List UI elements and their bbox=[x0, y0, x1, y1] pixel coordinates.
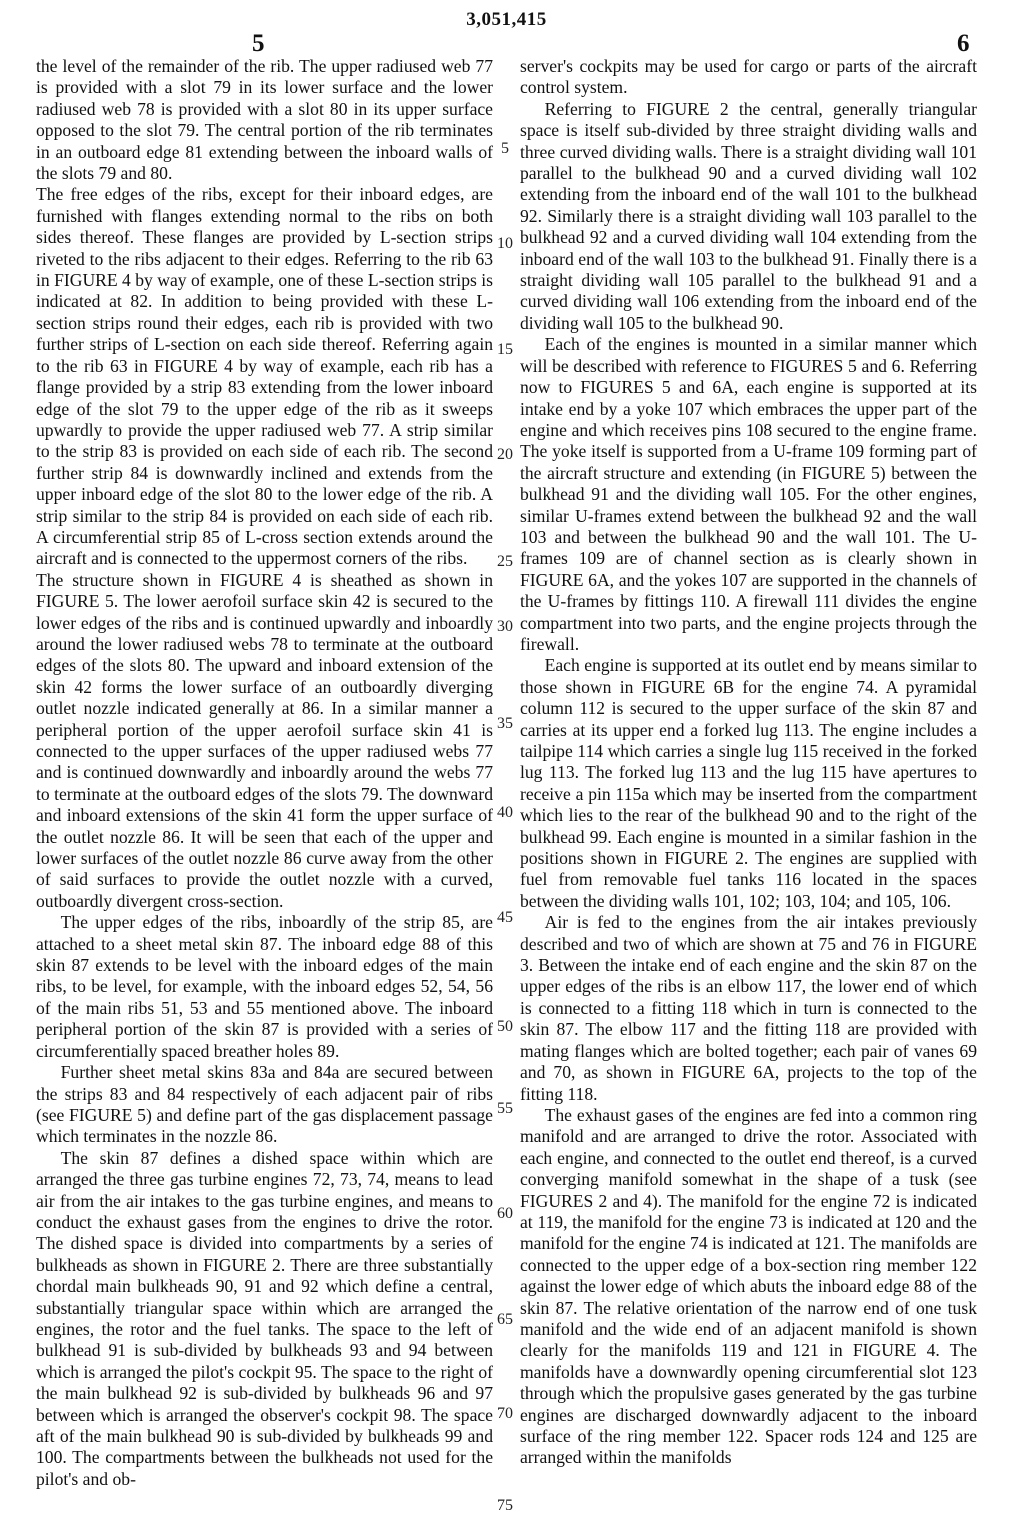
line-number: 70 bbox=[497, 1405, 513, 1422]
line-number: 75 bbox=[497, 1497, 513, 1514]
paragraph: Each engine is supported at its outlet end by means similar to those shown in FIGURE 6B for the engine 74. A pyramidal column 112 is secured to the upper surface of the skin 87 and carries at its upper end a forked lug 113. The engine includes a tailpipe 114 which carries a single lug 115 received in the forked lug 113. The forked lug 113 and the lug 115 have apertures to receive a pin 115a which may be inserted from the compartment which lies to the rear of the bulkhead 90 and to the right of the bulkhead 99. Each engine is mounted in a similar fashion in the positions shown in FIGURE 2. The engines are supplied with fuel from removable fuel tanks 116 located in the spaces between the dividing walls 101, 102; 103, 104; and 105, 106. bbox=[520, 655, 977, 911]
line-number: 40 bbox=[497, 804, 513, 821]
right-column bbox=[520, 56, 977, 1469]
paragraph: the level of the remainder of the rib. The upper radiused web 77 is provided with a slot 79 in its lower surface and the lower radiused web 78 is provided with a slot 80 in its upper surface opposed to the slot 79. The central portion of the rib terminates in an outboard edge 81 extending between the inboard walls of the slots 79 and 80. bbox=[36, 56, 493, 184]
line-number: 55 bbox=[497, 1100, 513, 1117]
paragraph: Each of the engines is mounted in a similar manner which will be described with reference to FIGURES 5 and 6. Referring now to FIGURES 5 and 6A, each engine is supported at its intake end by a yoke 107 which embraces the upper part of the engine and which receives pins 108 secured to the engine frame. The yoke itself is supported from a U-frame 109 forming part of the aircraft structure and extending (in FIGURE 5) between the bulkhead 91 and the dividing wall 105. For the other engines, similar U-frames extend between the bulkhead 92 and the wall 103 and between the bulkhead 90 and the wall 101. The U-frames 109 are of channel section as is clearly shown in FIGURE 6A, and the yokes 107 are supported in the channels of the U-frames by fittings 110. A firewall 111 divides the engine compartment into two parts, and the engine projects through the firewall. bbox=[520, 334, 977, 654]
paragraph: Referring to FIGURE 2 the central, generally triangular space is itself sub-divided by three straight dividing walls and three curved dividing walls. There is a straight dividing wall 101 parallel to the bulkhead 90 and a curved dividing wall 102 extending from the inboard end of the wall 101 to the bulkhead 92. Similarly there is a straight dividing wall 103 parallel to the bulkhead 92 and a curved dividing wall 104 extending from the inboard end of the wall 103 to the bulkhead 91. Finally there is a straight dividing wall 105 parallel to the bulkhead 91 and a curved dividing wall 106 extending from the inboard end of the dividing wall 105 to the bulkhead 90. bbox=[520, 98, 977, 333]
line-number: 20 bbox=[497, 446, 513, 463]
paragraph: The structure shown in FIGURE 4 is sheathed as shown in FIGURE 5. The lower aerofoil surface skin 42 is secured to the lower edges of the ribs and is continued upwardly and inboardly around the lower radiused webs 78 to terminate at the outboard edges of the slots 80. The upward and inboard extension of the skin 42 forms the lower surface of an outboardly diverging outlet nozzle indicated generally at 86. In a similar manner a peripheral portion of the upper aerofoil surface skin 41 is connected to the upper surfaces of the upper radiused webs 77 and is continued downwardly and inboardly around the webs 77 to terminate at the outboard edges of the slots 79. The downward and inboard extensions of the skin 41 form the upper surface of the outlet nozzle 86. It will be seen that each of the upper and lower surfaces of the outlet nozzle 86 curve away from the other of said surfaces to provide the outlet nozzle with a curved, outboardly divergent cross-section. bbox=[36, 569, 493, 911]
line-number: 35 bbox=[497, 715, 513, 732]
line-number: 15 bbox=[497, 341, 513, 358]
line-number: 65 bbox=[497, 1311, 513, 1328]
line-number: 60 bbox=[497, 1205, 513, 1222]
paragraph: Air is fed to the engines from the air intakes previously described and two of which are shown at 75 and 76 in FIGURE 3. Between the intake end of each engine and the skin 87 on the upper edges of the ribs is an elbow 117, the lower end of which is connected to a fitting 118 which in turn is connected to the skin 87. The elbow 117 and the fitting 118 are provided with mating flanges which are bolted together; each pair of vanes 69 and 70, as shown in FIGURE 6A, projects to the top of the fitting 118. bbox=[520, 912, 977, 1104]
paragraph: The upper edges of the ribs, inboardly of the strip 85, are attached to a sheet metal skin 87. The inboard edge 88 of this skin 87 extends to be level with the inboard edges of the main ribs, to be level, for example, with the inboard edges 52, 54, 56 of the main ribs 51, 53 and 55 mentioned above. The inboard peripheral portion of the skin 87 is provided with a series of circumferentially spaced breather holes 89. bbox=[36, 912, 493, 1061]
patent-number: 3,051,415 bbox=[466, 9, 547, 30]
paragraph: The free edges of the ribs, except for their inboard edges, are furnished with flanges extending normal to the ribs on both sides thereof. These flanges are provided by L-section strips riveted to the ribs adjacent to their edges. Referring to the rib 63 in FIGURE 4 by way of example, one of these L-section strips is indicated at 82. In addition to being provided with these L-section strips round their edges, each rib is provided with two further strips of L-section on each side thereof. Referring again to the rib 63 in FIGURE 4 by way of example, each rib has a flange provided by a strip 83 extending from the lower inboard edge of the slot 79 to the upper edge of the rib as it sweeps upwardly to provide the upper radiused web 77. A strip similar to the strip 83 is provided on each side of each rib. The second further strip 84 is downwardly inclined and extends from the upper inboard edge of the slot 80 to the lower edge of the rib. A strip similar to the strip 84 is provided on each side of each rib. A circumferential strip 85 of L-cross section extends around the aircraft and is connected to the uppermost corners of the ribs. bbox=[36, 184, 493, 569]
line-number: 30 bbox=[497, 618, 513, 635]
page-number-right: 6 bbox=[957, 30, 970, 57]
line-number: 25 bbox=[497, 553, 513, 570]
paragraph: server's cockpits may be used for cargo or parts of the aircraft control system. bbox=[520, 56, 977, 98]
paragraph: The exhaust gases of the engines are fed into a common ring manifold and are arranged to drive the rotor. Associated with each engine, and connected to the outlet end thereof, is a curved converging manifold somewhat in the shape of a tusk (see FIGURES 2 and 4). The manifold for the engine 72 is indicated at 119, the manifold for the engine 73 is indicated at 120 and the manifold for the engine 74 is indicated at 121. The manifolds are connected to the upper edge of a box-section ring member 122 against the lower edge of which abuts the inboard edge 88 of the skin 87. The relative orientation of the narrow end of one tusk manifold and the wide end of an adjacent manifold is shown clearly for the manifolds 119 and 121 in FIGURE 4. The manifolds have a downwardly opening circumferential slot 123 through which the propulsive gases generated by the gas turbine engines are discharged downwardly adjacent to the inboard surface of the ring member 122. Spacer rods 124 and 125 are arranged within the manifolds bbox=[520, 1104, 977, 1468]
left-column bbox=[36, 56, 493, 1490]
line-number: 5 bbox=[501, 140, 509, 157]
paragraph: The skin 87 defines a dished space within which are arranged the three gas turbine engines 72, 73, 74, means to lead air from the air intakes to the gas turbine engines, and means to conduct the exhaust gases from the engines to drive the rotor. The dished space is divided into compartments by a series of bulkheads as shown in FIGURE 2. There are three substantially chordal main bulkheads 90, 91 and 92 which define a central, substantially triangular space within which are arranged the engines, the rotor and the fuel tanks. The space to the left of bulkhead 91 is sub-divided by bulkheads 93 and 94 between which is arranged the pilot's cockpit 95. The space to the right of the main bulkhead 92 is sub-divided by bulkheads 96 and 97 between which is arranged the observer's cockpit 98. The space aft of the main bulkhead 90 is sub-divided by bulkheads 99 and 100. The compartments between the bulkheads not used for the pilot's and ob- bbox=[36, 1147, 493, 1489]
line-number: 10 bbox=[497, 235, 513, 252]
page-number-left: 5 bbox=[252, 30, 265, 57]
line-number: 50 bbox=[497, 1018, 513, 1035]
line-number: 45 bbox=[497, 909, 513, 926]
paragraph: Further sheet metal skins 83a and 84a are secured between the strips 83 and 84 respectively of each adjacent pair of ribs (see FIGURE 5) and define part of the gas displacement passage which terminates in the nozzle 86. bbox=[36, 1062, 493, 1147]
